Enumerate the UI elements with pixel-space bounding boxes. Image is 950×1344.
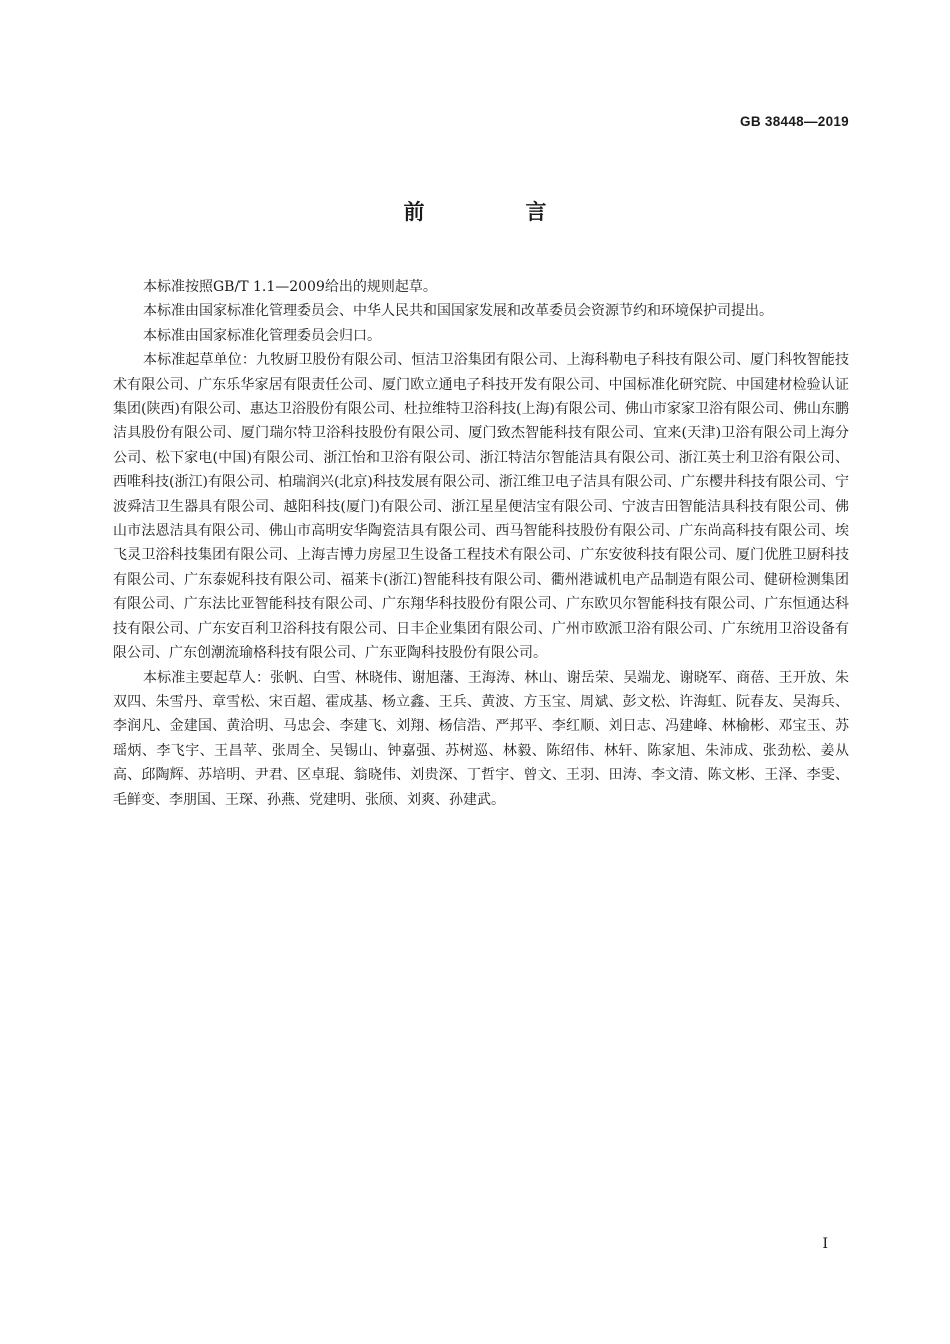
paragraph-drafters: 本标准主要起草人：张帆、白雪、林晓伟、谢旭藩、王海涛、林山、谢岳荣、吴端龙、谢晓军、商蓓、王开放、朱双四、朱雪丹、章雪松、宋百超、霍成基、杨立鑫、王兵、黄波、方玉宝、周斌、彭文松、许海虹、阮春友、吴海兵、李润凡、金建国、黄洽明、马忠会、李建飞、刘翔、杨信浩、严邦平、李红顺、刘日志、冯建峰、林榆彬、邓宝玉、苏瑶炳、李飞宇、王昌苹、张周全、吴锡山、钟嘉强、苏树巡、林毅、陈绍伟、林轩、陈家旭、朱沛成、张劲松、姜从高、邱陶辉、苏培明、尹君、区卓琨、翁晓伟、刘贵深、丁哲宇、曾文、王羽、田涛、李文清、陈文彬、王泽、李雯、毛鲜变、李朋国、王琛、孙燕、党建明、张颀、刘爽、孙建武。 xyxy=(113,669,849,808)
paragraph-drafting-units: 本标准起草单位：九牧厨卫股份有限公司、恒洁卫浴集团有限公司、上海科勒电子科技有限公司、厦门科牧智能技术有限公司、广东乐华家居有限责任公司、厦门欧立通电子科技开发有限公司、中国标准化研究院、中国建材检验认证集团(陕西)有限公司、惠达卫浴股份有限公司、杜拉维特卫浴科技(上海)有限公司、佛山市家家卫浴有限公司、佛山东鹏洁具股份有限公司、厦门瑞尔特卫浴科技股份有限公司、厦门致杰智能科技有限公司、宜来(天津)卫浴有限公司上海分公司、松下家电(中国)有限公司、浙江怡和卫浴有限公司、浙江特洁尔智能洁具有限公司、浙江英士利卫浴有限公司、西唯科技(浙江)有限公司、柏瑞润兴(北京)科技发展有限公司、浙江维卫电子洁具有限公司、广东樱井科技有限公司、宁波舜洁卫生器具有限公司、越阳科技(厦门)有限公司、浙江星星便洁宝有限公司、宁波吉田智能洁具科技有限公司、佛山市法恩洁具有限公司、佛山市高明安华陶瓷洁具有限公司、西马智能科技股份有限公司、广东尚高科技有限公司、埃飞灵卫浴科技集团有限公司、上海吉博力房屋卫生设备工程技术有限公司、广东安彼科技有限公司、厦门优胜卫厨科技有限公司、广东泰妮科技有限公司、福莱卡(浙江)智能科技有限公司、衢州港诚机电产品制造有限公司、健研检测集团有限公司、广东法比亚智能科技有限公司、广东翔华科技股份有限公司、广东欧贝尔智能科技有限公司、广东恒通达科技有限公司、广东安百利卫浴科技有限公司、日丰企业集团有限公司、广州市欧派卫浴有限公司、广东统用卫浴设备有限公司、广东创潮流瑜格科技有限公司、广东亚陶科技股份有限公司。 xyxy=(113,352,849,662)
section-title: 前 言 xyxy=(403,200,587,224)
paragraph-proposer: 本标准由国家标准化管理委员会、中华人民共和国国家发展和改革委员会资源节约和环境保护司提出。 xyxy=(143,303,773,320)
paragraph-drafting-rules: 本标准按照GB/T 1.1—2009给出的规则起草。 xyxy=(143,279,437,295)
page-number: I xyxy=(822,1236,828,1252)
paragraph-centralized-by: 本标准由国家标准化管理委员会归口。 xyxy=(143,327,381,344)
standard-number: GB 38448—2019 xyxy=(740,114,849,129)
foreword-body xyxy=(113,275,849,812)
